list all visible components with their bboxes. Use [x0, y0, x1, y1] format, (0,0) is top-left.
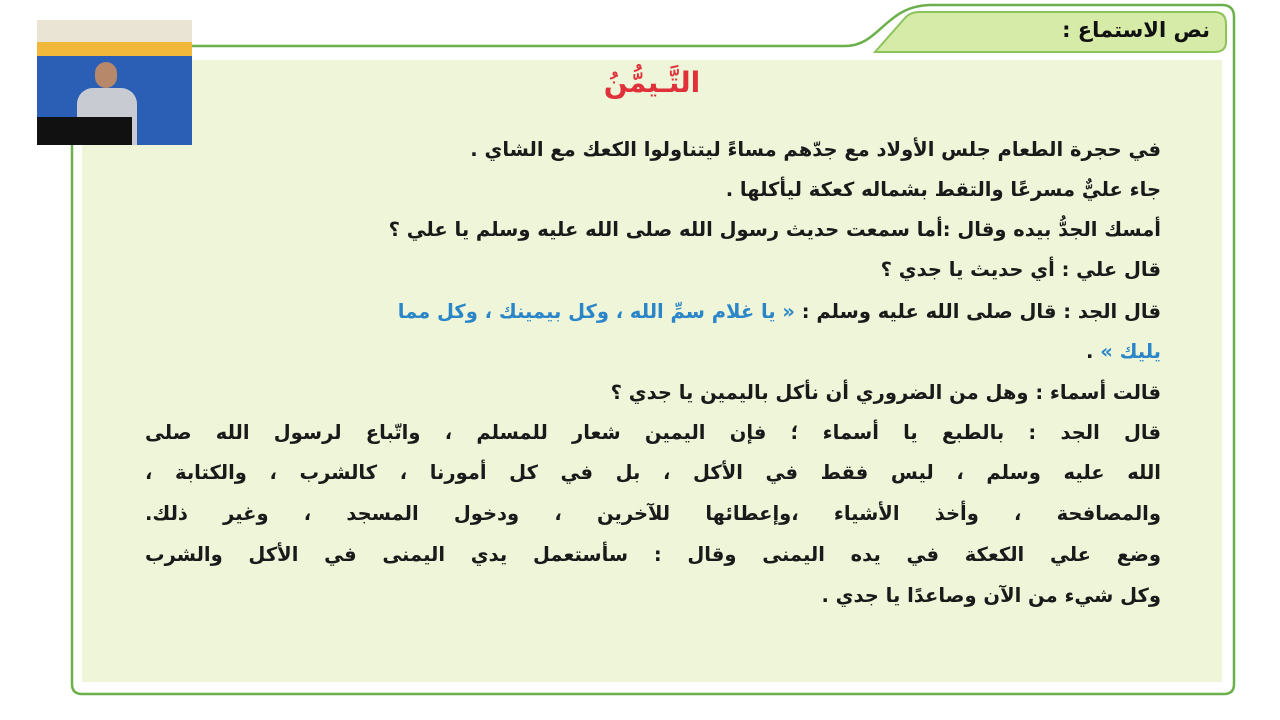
lesson-title: التَّـيمُّنُ — [603, 66, 701, 99]
text-segment: . — [1086, 340, 1101, 363]
text-line: قالت أسماء : وهل من الضروري أن نأكل باليمين يا جدي ؟ — [610, 381, 1161, 404]
text-line: وضع علي الكعكة في يده اليمنى وقال : سأستعمل يدي اليمنى في الأكل والشرب — [145, 543, 1161, 566]
text-line: أمسك الجدُّ بيده وقال :أما سمعت حديث رسول الله صلى الله عليه وسلم يا علي ؟ — [388, 218, 1161, 241]
text-segment: قال الجد : قال صلى الله عليه وسلم : — [795, 300, 1161, 323]
section-label: نص الاستماع : — [1062, 18, 1210, 42]
text-line: والمصافحة ، وأخذ الأشياء ،وإعطائها للآخرين ، ودخول المسجد ، وغير ذلك. — [145, 502, 1161, 525]
hadith-text: « يا غلام سمِّ الله ، وكل بيمينك ، وكل مما — [397, 300, 796, 323]
text-line — [145, 337, 1161, 367]
text-line: جاء عليٌّ مسرعًا والتقط بشماله كعكة ليأكلها . — [725, 178, 1161, 201]
text-line: قال علي : أي حديث يا جدي ؟ — [880, 258, 1161, 281]
text-line — [145, 297, 1161, 327]
text-line: الله عليه وسلم ، ليس فقط في الأكل ، بل في كل أمورنا ، كالشرب ، والكتابة ، — [145, 461, 1161, 484]
text-line: في حجرة الطعام جلس الأولاد مع جدّهم مساءً ليتناولوا الكعك مع الشاي . — [470, 138, 1161, 161]
text-line: قال الجد : بالطبع يا أسماء ؛ فإن اليمين شعار للمسلم ، واتّباع لرسول الله صلى — [145, 421, 1161, 444]
hadith-text: يليك » — [1100, 340, 1161, 363]
text-line: وكل شيء من الآن وصاعدًا يا جدي . — [821, 584, 1161, 607]
